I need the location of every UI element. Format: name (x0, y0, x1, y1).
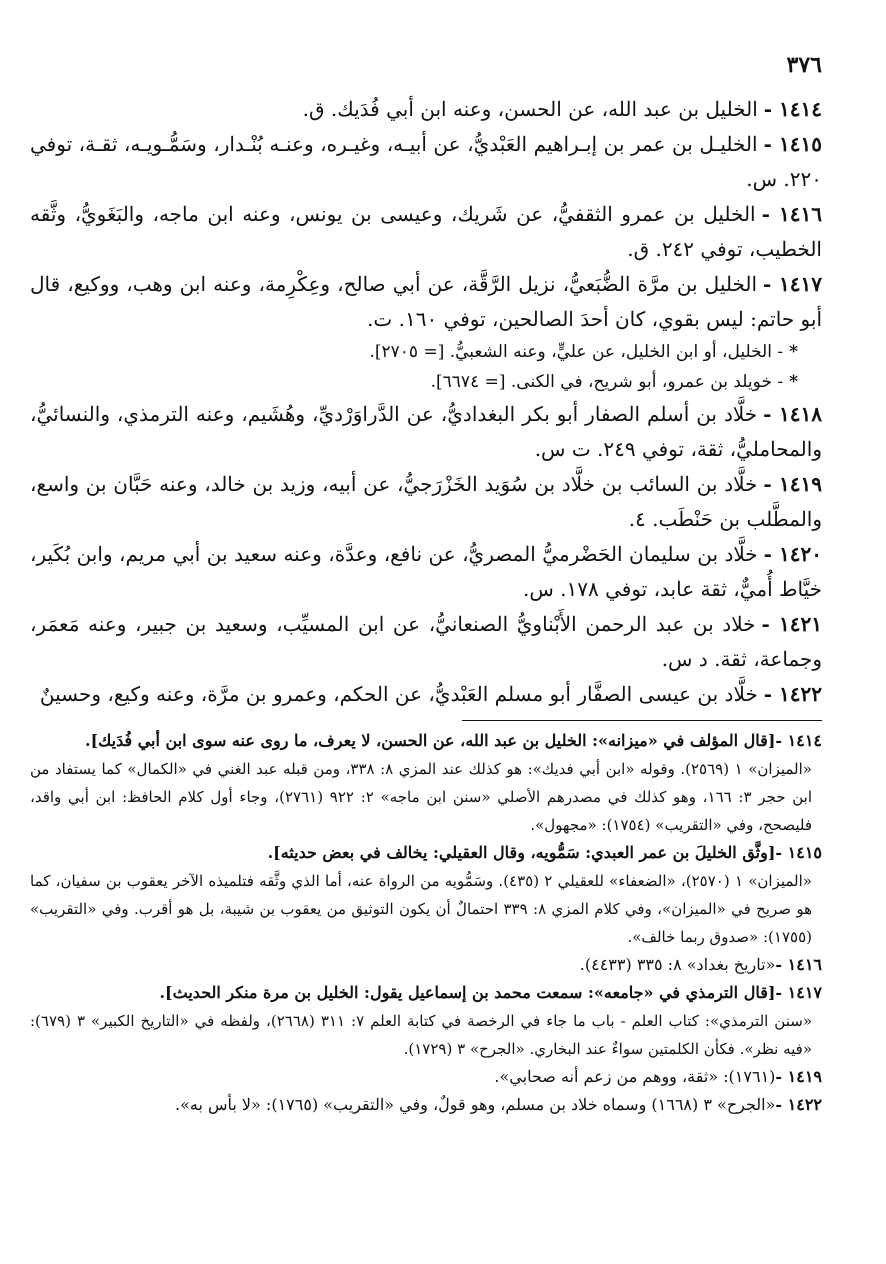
biography-entries (30, 92, 822, 712)
entry-1416 (30, 197, 822, 267)
footnote-1415 (30, 839, 822, 867)
entry-number: ١٤١٦ - (761, 202, 823, 226)
entry-number: ١٤١٨ - (763, 402, 823, 426)
footnote-body-inline: (١٧٦١): «ثقة، ووهم من زعم أنه صحابي». (494, 1067, 776, 1086)
entry-text: خلَّاد بن سليمان الحَضْرميُّ المصريُّ، عن نافع، وعدَّة، وعنه سعيد بن أبي مريم، وابن بُكَير، خيَّاط أُميٌّ، ثقة عابد، توفي ١٧٨. س. (30, 542, 822, 601)
footnote-number: ١٤١٤ - (775, 731, 822, 750)
entry-number: ١٤١٧ - (763, 272, 822, 296)
footnote-1417 (30, 979, 822, 1007)
entry-1414 (30, 92, 822, 127)
page-number: ٣٧٦ (786, 52, 822, 78)
footnote-1422 (30, 1091, 822, 1119)
footnote-1419 (30, 1063, 822, 1091)
footnote-number: ١٤١٩ - (775, 1067, 822, 1086)
entry-text: خلاد بن عبد الرحمن الأَبْناويُّ الصنعانيُّ، عن ابن المسيِّب، وسعيد بن جبير، وعنه مَعمَر، وجماعة، ثقة. د س. (30, 612, 822, 671)
entry-1415 (30, 127, 822, 197)
entry-text: خلَّاد بن أسلم الصفار أبو بكر البغداديُّ، عن الدَّراوَرْديِّ، وهُشَيم، وعنه الترمذي، والنسائيُّ، والمحامليُّ، ثقة، توفي ٢٤٩. ت س. (30, 402, 822, 461)
entry-text: الخليل بن عمرو الثقفيُّ، عن شَريك، وعيسى بن يونس، وعنه ابن ماجه، والبَغَويُّ، وثَّقه الخطيب، توفي ٢٤٢. ق. (30, 202, 822, 261)
cross-reference (30, 367, 822, 397)
footnote-heading: [قال المؤلف في «ميزانه»: الخليل بن عبد الله، عن الحسن، لا يعرف، ما روى عنه سوى ابن أبي فُدَيك]. (85, 731, 776, 750)
entry-number: ١٤١٩ - (763, 472, 823, 496)
entry-number: ١٤٢٢ - (763, 682, 822, 706)
footnote-number: ١٤١٧ - (775, 983, 822, 1002)
entry-number: ١٤١٥ - (763, 132, 823, 156)
entry-1419 (30, 467, 822, 537)
footnote-1414 (30, 727, 822, 755)
entry-text: الخليل بن مرَّة الضُّبَعيُّ، نزيل الرَّقَّة، عن أبي صالح، وعِكْرِمة، وعنه ابن وهب، ووكيع، قال أبو حاتم: ليس بقوي، كان أحدَ الصالحين، توفي ١٦٠. ت. (30, 272, 822, 331)
footnote-body: «سنن الترمذي»: كتاب العلم - باب ما جاء في الرخصة في كتابة العلم ٧: ٣١١ (٢٦٦٨)، ولفظه في «التاريخ الكبير» ٣ (٦٧٩): «فيه نظر». فكأن الكلمتين سواءٌ عند البخاري. «الجرح» ٣ (١٧٢٩). (30, 1012, 813, 1058)
entry-text: خلَّاد بن السائب بن خلَّاد بن سُوَيد الخَزْرَجيُّ، عن أبيه، وزيد بن خالد، وعنه حَبَّان بن واسع، والمطَّلب بن حَنْطَب. ٤. (30, 472, 822, 531)
footnote-1416 (30, 951, 822, 979)
entry-number: ١٤٢١ - (761, 612, 822, 636)
footnote-number: ١٤٢٢ - (775, 1095, 822, 1114)
footnotes (30, 727, 822, 1119)
entry-1417 (30, 267, 822, 337)
cross-reference-text: - خويلد بن عمرو، أبو شريح، في الكنى. [= ٦٦٧٤]. (430, 372, 784, 392)
entry-1418 (30, 397, 822, 467)
entry-text: الخليل بن عبد الله، عن الحسن، وعنه ابن أبي فُدَيك. ق. (302, 97, 758, 121)
footnote-divider (462, 720, 822, 721)
footnote-heading: [قال الترمذي في «جامعه»: سمعت محمد بن إسماعيل يقول: الخليل بن مرة منكر الحديث]. (159, 983, 776, 1002)
footnote-body-inline: «الجرح» ٣ (١٦٦٨) وسماه خلاد بن مسلم، وهو قولٌ، وفي «التقريب» (١٧٦٥): «لا بأس به». (174, 1095, 776, 1114)
footnote-number: ١٤١٥ - (775, 843, 822, 862)
entry-text: خلَّاد بن عيسى الصفَّار أبو مسلم العَبْديُّ، عن الحكم، وعمرو بن مرَّة، وعنه وكيع، وحسينٌ (39, 682, 758, 706)
entry-1421 (30, 607, 822, 677)
cross-reference-text: - الخليل، أو ابن الخليل، عن عليٍّ، وعنه الشعبيُّ. [= ٢٧٠٥]. (369, 342, 784, 362)
entry-1422 (30, 677, 822, 712)
footnote-body: «الميزان» ١ (٢٥٧٠)، «الضعفاء» للعقيلي ٢ (٤٣٥). وسَمُّويه من الرواة عنه، أما الذي وثَّقه فتلميذه الآخر يعقوب بن سفيان، كما هو صريح في «الميزان»، وفي كلام المزي ٨: ٣٣٩ احتمالٌ أن يكون التوثيق من يعقوب بن شيبة، بل هو أقرب. وفي «التقريب» (١٧٥٥): «صدوق ربما خالف». (30, 872, 812, 946)
entry-number: ١٤١٤ - (763, 97, 822, 121)
entry-text: الخليـل بن عمر بن إبـراهيم العَبْديُّ، عن أبيـه، وغيـره، وعنـه بُنْـدار، وسَمُّـويـه، ثقـة، توفي ٢٢٠. س. (30, 132, 822, 191)
star-icon: * (789, 342, 798, 362)
star-icon: * (789, 372, 798, 392)
entry-number: ١٤٢٠ - (763, 542, 822, 566)
footnote-body: «الميزان» ١ (٢٥٦٩). وقوله «ابن أبي فديك»: هو كذلك عند المزي ٨: ٣٣٨، ومن قبله عبد الغني في «الكمال» كما يستفاد من ابن حجر ٣: ١٦٦، وهو كذلك في مصدرهم الأصلي «سنن ابن ماجه» ٢: ٩٢٢ (٢٧٦١)، وجاء أول كلام الحافظ: ابن أبي واقد، فليصحح، وفي «التقريب» (١٧٥٤): «مجهول». (30, 760, 812, 834)
footnote-body-inline: «تاريخ بغداد» ٨: ٣٣٥ (٤٤٣٣). (579, 955, 776, 974)
entry-1420 (30, 537, 822, 607)
footnote-number: ١٤١٦ - (775, 955, 822, 974)
footnote-heading: [وثَّق الخليلَ بن عمر العبدي: سَمُّويه، وقال العقيلي: يخالف في بعض حديثه]. (267, 843, 776, 862)
cross-reference (30, 337, 822, 367)
